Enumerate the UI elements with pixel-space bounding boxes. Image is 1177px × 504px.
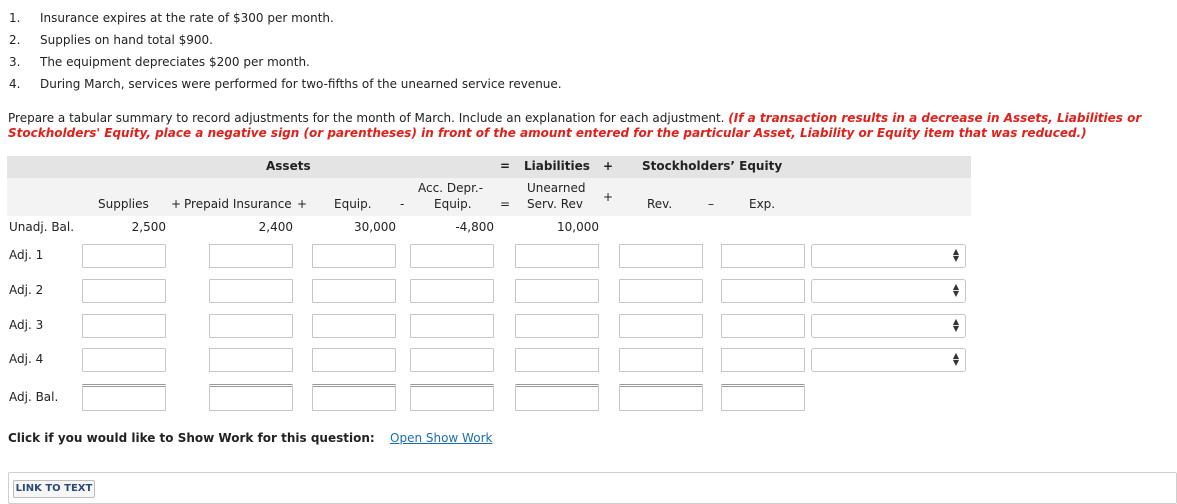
- adj-3-rev-input[interactable]: [619, 314, 703, 338]
- assets-header: Assets: [266, 159, 311, 173]
- col-supplies: Supplies: [98, 197, 149, 211]
- instructions: [8, 111, 1173, 141]
- updown-arrow-icon: ▲ ▼: [952, 351, 959, 367]
- bottom-panel: [8, 472, 1177, 504]
- adj-2-acc-depr-input[interactable]: [410, 279, 494, 303]
- instruction-text: Prepare a tabular summary to record adjustments for the month of March. Include an explanation for each adjustment.: [8, 111, 729, 125]
- adj-3-exp-input[interactable]: [721, 314, 805, 338]
- col-acc-depr: Acc. Depr.-: [418, 181, 484, 195]
- item-text: The equipment depreciates $200 per month.: [40, 55, 310, 69]
- item-number: 4.: [9, 77, 21, 91]
- unadj-supplies: 2,500: [131, 220, 166, 234]
- adj-2-explanation-select[interactable]: [811, 279, 966, 303]
- adj-1-exp-input[interactable]: [721, 244, 805, 268]
- adj-3-prepaid-input[interactable]: [209, 314, 293, 338]
- col-equals: =: [500, 197, 511, 211]
- adj-2-rev-input[interactable]: [619, 279, 703, 303]
- updown-arrow-icon: ▲ ▼: [952, 317, 959, 333]
- updown-arrow-icon: ▲ ▼: [952, 282, 959, 298]
- adj-3-supplies-input[interactable]: [82, 314, 166, 338]
- col-prepaid-insurance: Prepaid Insurance: [184, 197, 292, 211]
- updown-arrow-icon: ▲ ▼: [952, 247, 959, 263]
- adj-4-supplies-input[interactable]: [82, 348, 166, 372]
- equity-header: Stockholders’ Equity: [642, 159, 783, 173]
- item-number: 1.: [9, 11, 21, 25]
- col-plus: +: [603, 190, 614, 204]
- col-minus: -: [400, 197, 405, 211]
- adj-4-rev-input[interactable]: [619, 348, 703, 372]
- unadj-prepaid: 2,400: [258, 220, 293, 234]
- adj-1-rev-input[interactable]: [619, 244, 703, 268]
- adj-3-unearned-input[interactable]: [515, 314, 599, 338]
- unadj-equip: 30,000: [354, 220, 396, 234]
- adj-2-equip-input[interactable]: [312, 279, 396, 303]
- adj-bal-acc-depr-input[interactable]: [410, 384, 494, 411]
- adj-bal-rev-input[interactable]: [619, 384, 703, 411]
- row-label-adj-3: Adj. 3: [9, 318, 44, 332]
- adj-bal-supplies-input[interactable]: [82, 384, 166, 411]
- adj-1-prepaid-input[interactable]: [209, 244, 293, 268]
- adj-4-unearned-input[interactable]: [515, 348, 599, 372]
- adj-4-acc-depr-input[interactable]: [410, 348, 494, 372]
- row-label-adj-4: Adj. 4: [9, 352, 44, 366]
- col-minus: –: [708, 197, 714, 211]
- unadj-unearned: 10,000: [557, 220, 599, 234]
- item-text: Supplies on hand total $900.: [40, 33, 213, 47]
- adj-2-supplies-input[interactable]: [82, 279, 166, 303]
- item-number: 2.: [9, 33, 21, 47]
- adj-4-equip-input[interactable]: [312, 348, 396, 372]
- item-number: 3.: [9, 55, 21, 69]
- adj-1-explanation-select[interactable]: [811, 244, 966, 268]
- adj-1-acc-depr-input[interactable]: [410, 244, 494, 268]
- adj-bal-exp-input[interactable]: [721, 384, 805, 411]
- table-header-bar: [7, 156, 971, 178]
- adj-bal-unearned-input[interactable]: [515, 384, 599, 411]
- plus-header: +: [603, 159, 614, 173]
- col-plus: +: [297, 197, 308, 211]
- adj-3-equip-input[interactable]: [312, 314, 396, 338]
- link-to-text-button[interactable]: LINK TO TEXT: [13, 480, 95, 498]
- adj-bal-equip-input[interactable]: [312, 384, 396, 411]
- adj-4-explanation-select[interactable]: [811, 348, 966, 372]
- table-subheader-bar: [7, 178, 971, 216]
- adj-2-unearned-input[interactable]: [515, 279, 599, 303]
- col-rev: Rev.: [647, 197, 673, 211]
- adj-3-acc-depr-input[interactable]: [410, 314, 494, 338]
- row-label-adj-2: Adj. 2: [9, 283, 44, 297]
- equals-header: =: [500, 159, 511, 173]
- item-text: During March, services were performed for two-fifths of the unearned service revenue.: [40, 77, 562, 91]
- open-show-work-link[interactable]: Open Show Work: [390, 431, 493, 445]
- col-acc-depr-equip: Equip.: [434, 197, 472, 211]
- adj-2-exp-input[interactable]: [721, 279, 805, 303]
- col-equip: Equip.: [334, 197, 372, 211]
- row-label-adj-1: Adj. 1: [9, 248, 44, 262]
- item-text: Insurance expires at the rate of $300 per month.: [40, 11, 334, 25]
- adj-3-explanation-select[interactable]: [811, 314, 966, 338]
- show-work-prompt: Click if you would like to Show Work for this question:: [8, 431, 375, 445]
- adj-bal-prepaid-input[interactable]: [209, 384, 293, 411]
- col-serv-rev: Serv. Rev: [527, 197, 584, 211]
- col-plus: +: [171, 197, 182, 211]
- unadj-acc-depr: -4,800: [455, 220, 494, 234]
- instruction-warning: (If a transaction results in a decrease in Assets, Liabilities or Stockholders' Equity, place a negative sign (or parentheses) in front of the amount entered for the particular Asset, Liability or Equity item that was reduced.): [8, 111, 1142, 140]
- adj-1-equip-input[interactable]: [312, 244, 396, 268]
- row-label-adj-bal: Adj. Bal.: [9, 390, 59, 404]
- col-exp: Exp.: [749, 197, 776, 211]
- adj-4-prepaid-input[interactable]: [209, 348, 293, 372]
- adj-4-exp-input[interactable]: [721, 348, 805, 372]
- col-unearned: Unearned: [527, 181, 586, 195]
- liabilities-header: Liabilities: [524, 159, 590, 173]
- adj-1-supplies-input[interactable]: [82, 244, 166, 268]
- adj-1-unearned-input[interactable]: [515, 244, 599, 268]
- row-label-unadj: Unadj. Bal.: [9, 220, 75, 234]
- adj-2-prepaid-input[interactable]: [209, 279, 293, 303]
